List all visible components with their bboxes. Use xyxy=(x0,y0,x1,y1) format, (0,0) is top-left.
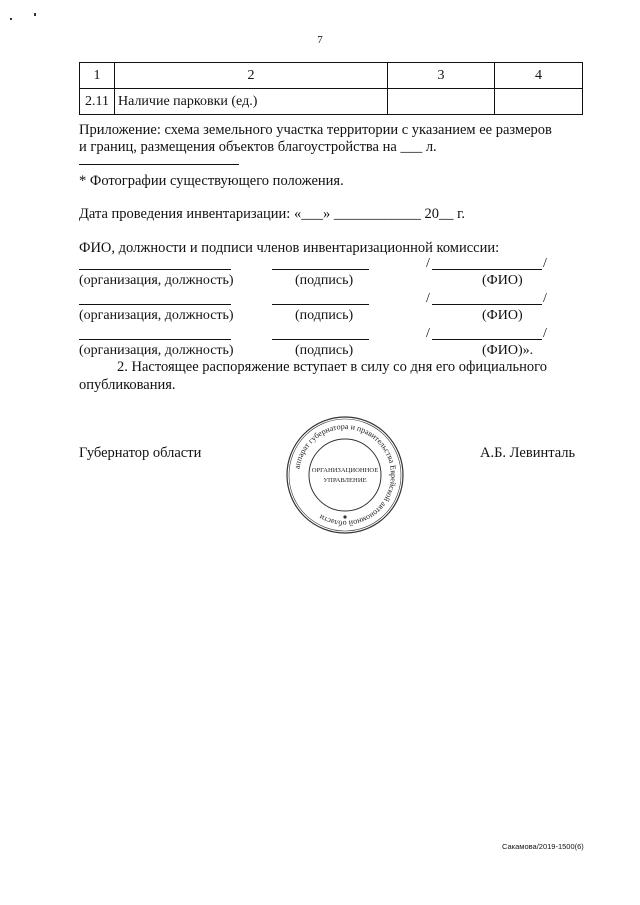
slash-left: / xyxy=(426,291,430,306)
stamp-center-line-1: ОРГАНИЗАЦИОННОЕ xyxy=(311,467,379,474)
clause-2-line-1: 2. Настоящее распоряжение вступает в силу со дня его официального xyxy=(117,359,547,375)
table-cell-name: Наличие парковки (ед.) xyxy=(115,89,388,115)
org-caption: (организация, должность) xyxy=(79,308,234,323)
clause-2-line-2: опубликования. xyxy=(79,377,176,393)
table-header-cell: 3 xyxy=(388,63,495,89)
signature-line xyxy=(272,269,369,270)
stamp-inner-ring xyxy=(309,439,381,511)
governor-name: А.Б. Левинталь xyxy=(480,445,576,461)
sign-caption: (подпись) xyxy=(295,343,354,358)
table-cell xyxy=(388,89,495,115)
table-header-cell: 2 xyxy=(115,63,388,89)
scan-speck xyxy=(34,13,36,16)
org-caption: (организация, должность) xyxy=(79,343,234,358)
table-header-cell: 1 xyxy=(80,63,115,89)
commission-title: ФИО, должности и подписи членов инвентаризационной комиссии: xyxy=(79,240,500,256)
page-number: 7 xyxy=(317,34,323,46)
slash-right: / xyxy=(543,256,547,271)
slash-left: / xyxy=(426,326,430,341)
slash-right: / xyxy=(543,291,547,306)
fio-line xyxy=(432,269,542,270)
org-line xyxy=(79,339,231,340)
appendix-line-1: Приложение: схема земельного участка территории с указанием ее размеров xyxy=(79,122,552,138)
stamp-outer-ring-inner xyxy=(289,419,401,531)
signature-line xyxy=(272,339,369,340)
sign-caption: (подпись) xyxy=(295,308,354,323)
footnote-divider xyxy=(79,164,239,165)
footnote: * Фотографии существующего положения. xyxy=(79,173,344,189)
inventory-date: Дата проведения инвентаризации: «___» ____________ 20__ г. xyxy=(79,206,466,222)
appendix-line-2: и границ, размещения объектов благоустройства на ___ л. xyxy=(79,139,437,155)
signature-line xyxy=(272,304,369,305)
fio-caption: (ФИО) xyxy=(482,308,523,323)
table-header-cell: 4 xyxy=(495,63,583,89)
table-cell xyxy=(495,89,583,115)
footer-reference: Сакамова/2019-1500(6) xyxy=(502,842,584,851)
org-caption: (организация, должность) xyxy=(79,273,234,288)
fio-line xyxy=(432,304,542,305)
stamp-ring-text: аппарат губернатора и правительства Еврейской автономной области xyxy=(292,421,399,529)
fio-caption: (ФИО) xyxy=(482,273,523,288)
slash-left: / xyxy=(426,256,430,271)
governor-title: Губернатор области xyxy=(79,445,202,461)
table-cell-number: 2.11 xyxy=(80,89,115,115)
org-line xyxy=(79,269,231,270)
fio-caption: (ФИО)». xyxy=(482,343,534,358)
official-stamp xyxy=(283,413,407,537)
table-header-row xyxy=(80,63,583,89)
inventory-table xyxy=(79,62,583,115)
sign-caption: (подпись) xyxy=(295,273,354,288)
fio-line xyxy=(432,339,542,340)
table-row xyxy=(80,89,583,115)
stamp-center-line-2: УПРАВЛЕНИЕ xyxy=(323,477,367,484)
scan-speck xyxy=(10,18,12,20)
slash-right: / xyxy=(543,326,547,341)
org-line xyxy=(79,304,231,305)
stamp-star xyxy=(343,515,346,518)
